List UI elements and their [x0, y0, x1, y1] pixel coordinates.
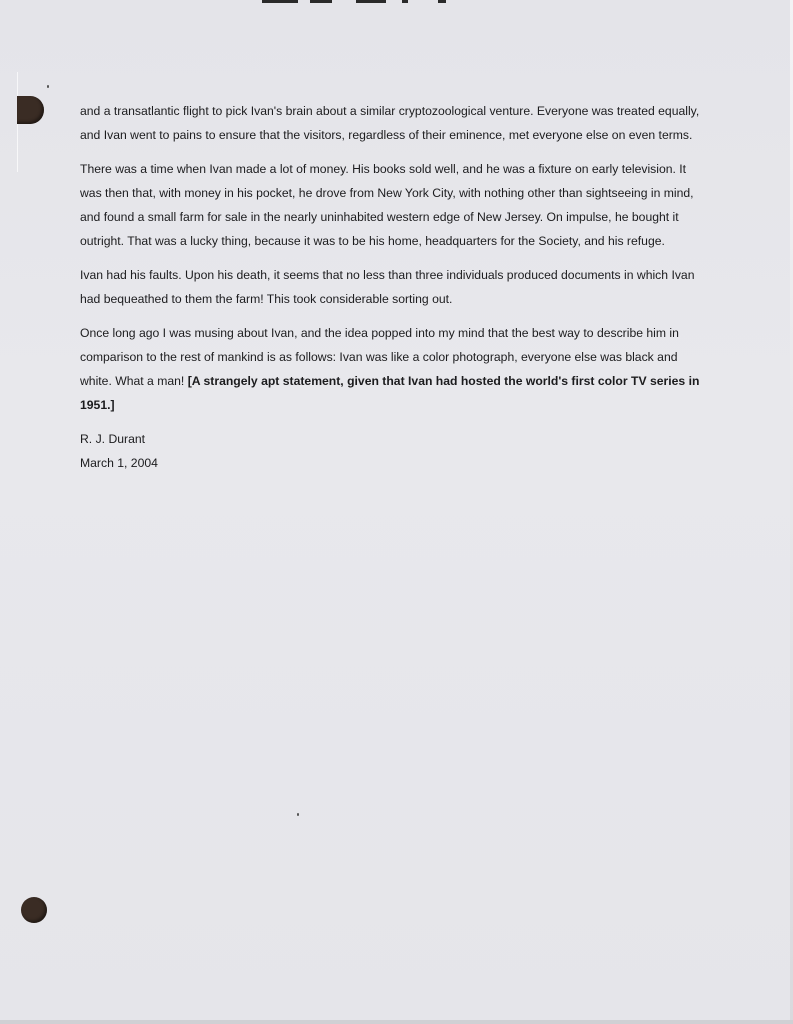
paragraph-1 — [80, 99, 700, 147]
paragraph-4-text: Once long ago I was musing about Ivan, and the idea popped into my mind that the best way to describe him in comparison to the rest of mankind is as follows: Ivan was like a color photograph, everyone else was black and white. What a man! — [80, 326, 679, 388]
paragraph-3 — [80, 263, 700, 311]
speck — [47, 85, 49, 88]
paragraph-2-text: There was a time when Ivan made a lot of money. His books sold well, and he was a fixture on early television. It was then that, with money in his pocket, he drove from New York City, with nothing other than sightseeing in mind, and found a small farm for sale in the nearly uninhabited western edge of New Jersey. On impulse, he bought it outright. That was a lucky thing, because it was to be his home, headquarters for the Society, and his refuge. — [80, 162, 694, 248]
punch-hole-top — [17, 96, 44, 124]
paragraph-2 — [80, 157, 700, 253]
signature-date: March 1, 2004 — [80, 456, 158, 470]
paragraph-1-text: and a transatlantic flight to pick Ivan's brain about a similar cryptozoological venture. Everyone was treated equally, and Ivan went to pains to ensure that the visitors, regardless of their eminence, met everyone else on even terms. — [80, 104, 700, 142]
paragraph-3-text: Ivan had his faults. Upon his death, it seems that no less than three individuals produced documents in which Ivan had bequeathed to them the farm! This took considerable sorting out. — [80, 268, 695, 306]
paragraph-4-bold-note: [A strangely apt statement, given that Ivan had hosted the world's first color TV series in 1951.] — [80, 374, 700, 412]
bottom-edge — [0, 1020, 793, 1024]
punch-hole-bottom — [21, 897, 47, 923]
top-edge-marks — [262, 0, 452, 4]
paragraph-4 — [80, 321, 700, 417]
document-body — [80, 99, 700, 475]
speck — [297, 813, 299, 816]
signature-name: R. J. Durant — [80, 432, 146, 446]
